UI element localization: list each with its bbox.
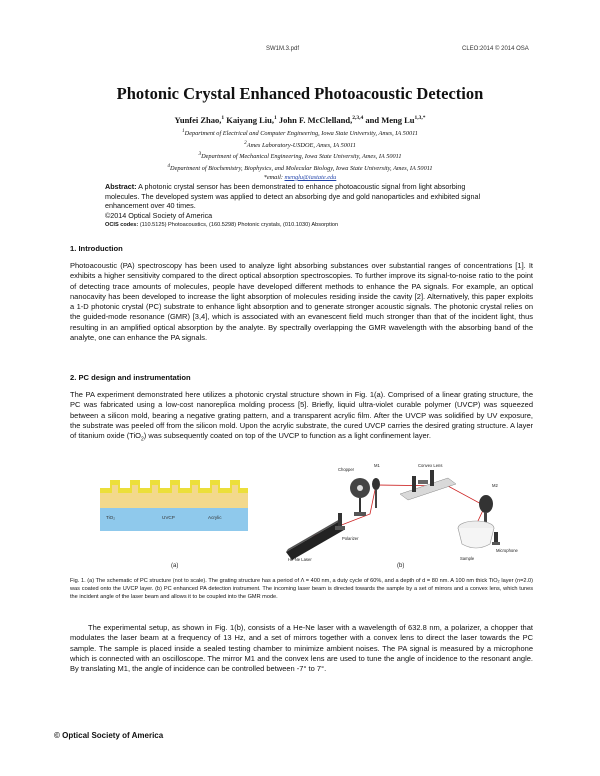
acrylic-label: Acrylic xyxy=(208,515,222,520)
author-name: Yunfei Zhao, xyxy=(174,115,222,125)
paper-title: Photonic Crystal Enhanced Photoacoustic Detection xyxy=(116,84,484,103)
affiliation-line xyxy=(0,127,600,139)
tio2-label: TiO₂ xyxy=(106,515,116,520)
chopper-icon xyxy=(350,478,370,516)
affiliation-text: Department of Biochemistry, Biophysics, and Molecular Biology, Iowa State University, Ames, IA 50011 xyxy=(170,165,433,173)
experimental-setup-paragraph: The experimental setup, as shown in Fig. 1(b), consists of a He-Ne laser with a wavelength of 632.8 nm, a polarizer, a chopper that modulates the laser beam at a frequency of 13 Hz, and a set of mirrors together with a convex lens to direct the laser towards the PC sample. The sample is placed inside a sealed testing chamber to minimize ambient noises. The PA signal is measured by a microphone which is connected with an oscilloscope. The mirror M1 and the convex lens are used to tune the angle of incidence to the resonant angle. By translating M1, the angle of incidence can be controlled between -7° to 7°. xyxy=(70,623,533,674)
header-conference: CLEO:2014 © 2014 OSA xyxy=(462,46,529,52)
introduction-paragraph: Photoacoustic (PA) spectroscopy has been used to analyze light absorbing substances over substantial ranges of concentrations [1]. It exhibits a higher sensitivity compared to the direct optical absorption spectroscopies. To further improve its signal-to-noise ratio to the point of detecting trace amounts of molecules, people have developed different methods to enhance the PA signals. For example, an optical nanocavity has been developed to increase the light absorption of molecules residing inside the cavity [2]. Alternatively, this paper exploits a 1-D photonic crystal (PC) substrate to enhance light absorption and to generate stronger acoustic signals. The photonic crystal relies on the guided-mode resonance (GMR) [3,4], which is associated with an evanescent field much stronger than that of the incident light, thus resulting in an amplified optical absorption by the analyte. By spectrally overlapping the GMR wavelength with the absorbing band of the analyte, one can enhance the PA signals. xyxy=(70,261,533,343)
laser-label: He-Ne Laser xyxy=(288,557,312,562)
abstract-copyright: ©2014 Optical Society of America xyxy=(105,210,213,220)
chopper-label: Chopper xyxy=(338,467,355,472)
sample-label: Sample xyxy=(460,556,475,561)
mirror-m1-icon xyxy=(372,478,380,508)
email-link[interactable]: menglu@iastate.edu xyxy=(284,173,337,181)
affiliation-sup: 1 xyxy=(182,128,185,134)
author-name: John F. McClelland, xyxy=(276,115,353,125)
author-list xyxy=(0,115,600,125)
affiliation-line xyxy=(0,150,600,162)
affiliation-sup: 2 xyxy=(244,139,247,146)
convex-lens-icon xyxy=(400,470,456,500)
abstract-paragraph xyxy=(105,182,497,211)
author-sup: 1,3,* xyxy=(414,115,426,122)
section-heading-pc-design: 2. PC design and instrumentation xyxy=(70,373,191,382)
footer-copyright: © Optical Society of America xyxy=(54,731,164,740)
author-sup: 2,3,4 xyxy=(352,115,364,122)
affiliation-line xyxy=(0,162,600,174)
polarizer-label: Polarizer xyxy=(342,536,359,541)
affiliation-text: Department of Mechanical Engineering, Iowa State University, Ames, IA 50011 xyxy=(201,153,402,161)
m2-label: M2 xyxy=(492,483,498,488)
affiliation-sup: 4 xyxy=(167,163,171,170)
pc-design-text: The PA experiment demonstrated here utilizes a photonic crystal structure shown in Fig. 1(a). Comprised of a linear grating structure, the PC was fabricated using a low-cost nanoreplica molding process [5]. Briefly, liquid ultra-violet curable polymer (UVCP) was squeezed between a silicon mold, bearing a negative grating pattern, and a transparent acrylic film. After the UVCP was solidified by UV exposure, the substrate was peeled off from the silicon mold. Upon the acrylic substrate, the cured UVCP carries the desired grating structure. A layer of titanium oxide (TiO xyxy=(70,390,533,441)
email-prefix: *email: xyxy=(263,173,285,181)
figure-caption: Fig. 1. (a) The schematic of PC structure (not to scale). The grating structure has a period of Λ = 400 nm, a duty cycle of 60%, and a depth of d = 80 nm. A 100 nm thick TiO₂ layer (n=2.0) was coated onto the UVCP layer. (b) PC enhanced PA detection instrument. The incoming laser beam is directed towards the sample by a set of mirrors and a convex lens, which tunes the incident angle of the laser beam and allows it to be coupled into the GMR mode. xyxy=(70,578,533,600)
figure-1b-instrument xyxy=(280,440,530,564)
figure-1b-label: (b) xyxy=(397,563,405,569)
convex-lens-label: Convex Lens xyxy=(418,463,443,468)
pc-design-text-end: ) was subsequently coated on top of the UVCP to function as a light confinement layer. xyxy=(143,431,431,441)
author-name: and Meng Lu xyxy=(363,115,415,125)
affiliation-line xyxy=(0,139,600,151)
ocis-text: (110.5125) Photoacoustics, (160.5298) Photonic crystals, (010.1030) Absorption xyxy=(138,222,339,229)
subscript: 2 xyxy=(141,436,144,443)
abstract-text: A photonic crystal sensor has been demonstrated to enhance photoacoustic signal from light absorbing molecules. The developed system was applied to detect an absorbing dye and gold nanoparticles and exhibited signal enhancement over 40 times. xyxy=(105,182,481,211)
section-heading-introduction: 1. Introduction xyxy=(70,244,123,253)
microphone-icon xyxy=(492,532,500,545)
abstract-label: Abstract: xyxy=(105,182,137,191)
ocis-label: OCIS codes: xyxy=(105,222,139,229)
affiliation-text: Ames Laboratory-USDOE, Ames, IA 50011 xyxy=(246,141,356,149)
header-filename: SW1M.3.pdf xyxy=(266,46,300,52)
ocis-codes xyxy=(105,221,497,231)
affiliations xyxy=(0,127,600,182)
figure-1a-schematic xyxy=(98,470,250,534)
abstract-block xyxy=(105,182,497,231)
author-sup: 1 xyxy=(274,115,277,122)
sample-chamber-icon xyxy=(458,521,494,548)
affiliation-sup: 3 xyxy=(198,151,202,158)
pc-design-paragraph xyxy=(70,390,533,445)
laser-icon xyxy=(286,519,344,560)
author-name: Kaiyang Liu, xyxy=(224,115,275,125)
microphone-label: Microphone xyxy=(496,548,518,553)
uvcp-label: UVCP xyxy=(162,515,175,520)
author-sup: 1 xyxy=(221,115,225,122)
m1-label: M1 xyxy=(374,463,380,468)
figure-1a-label: (a) xyxy=(171,563,179,569)
affiliation-text: Department of Electrical and Computer Engineering, Iowa State University, Ames, IA 50011 xyxy=(184,130,418,138)
